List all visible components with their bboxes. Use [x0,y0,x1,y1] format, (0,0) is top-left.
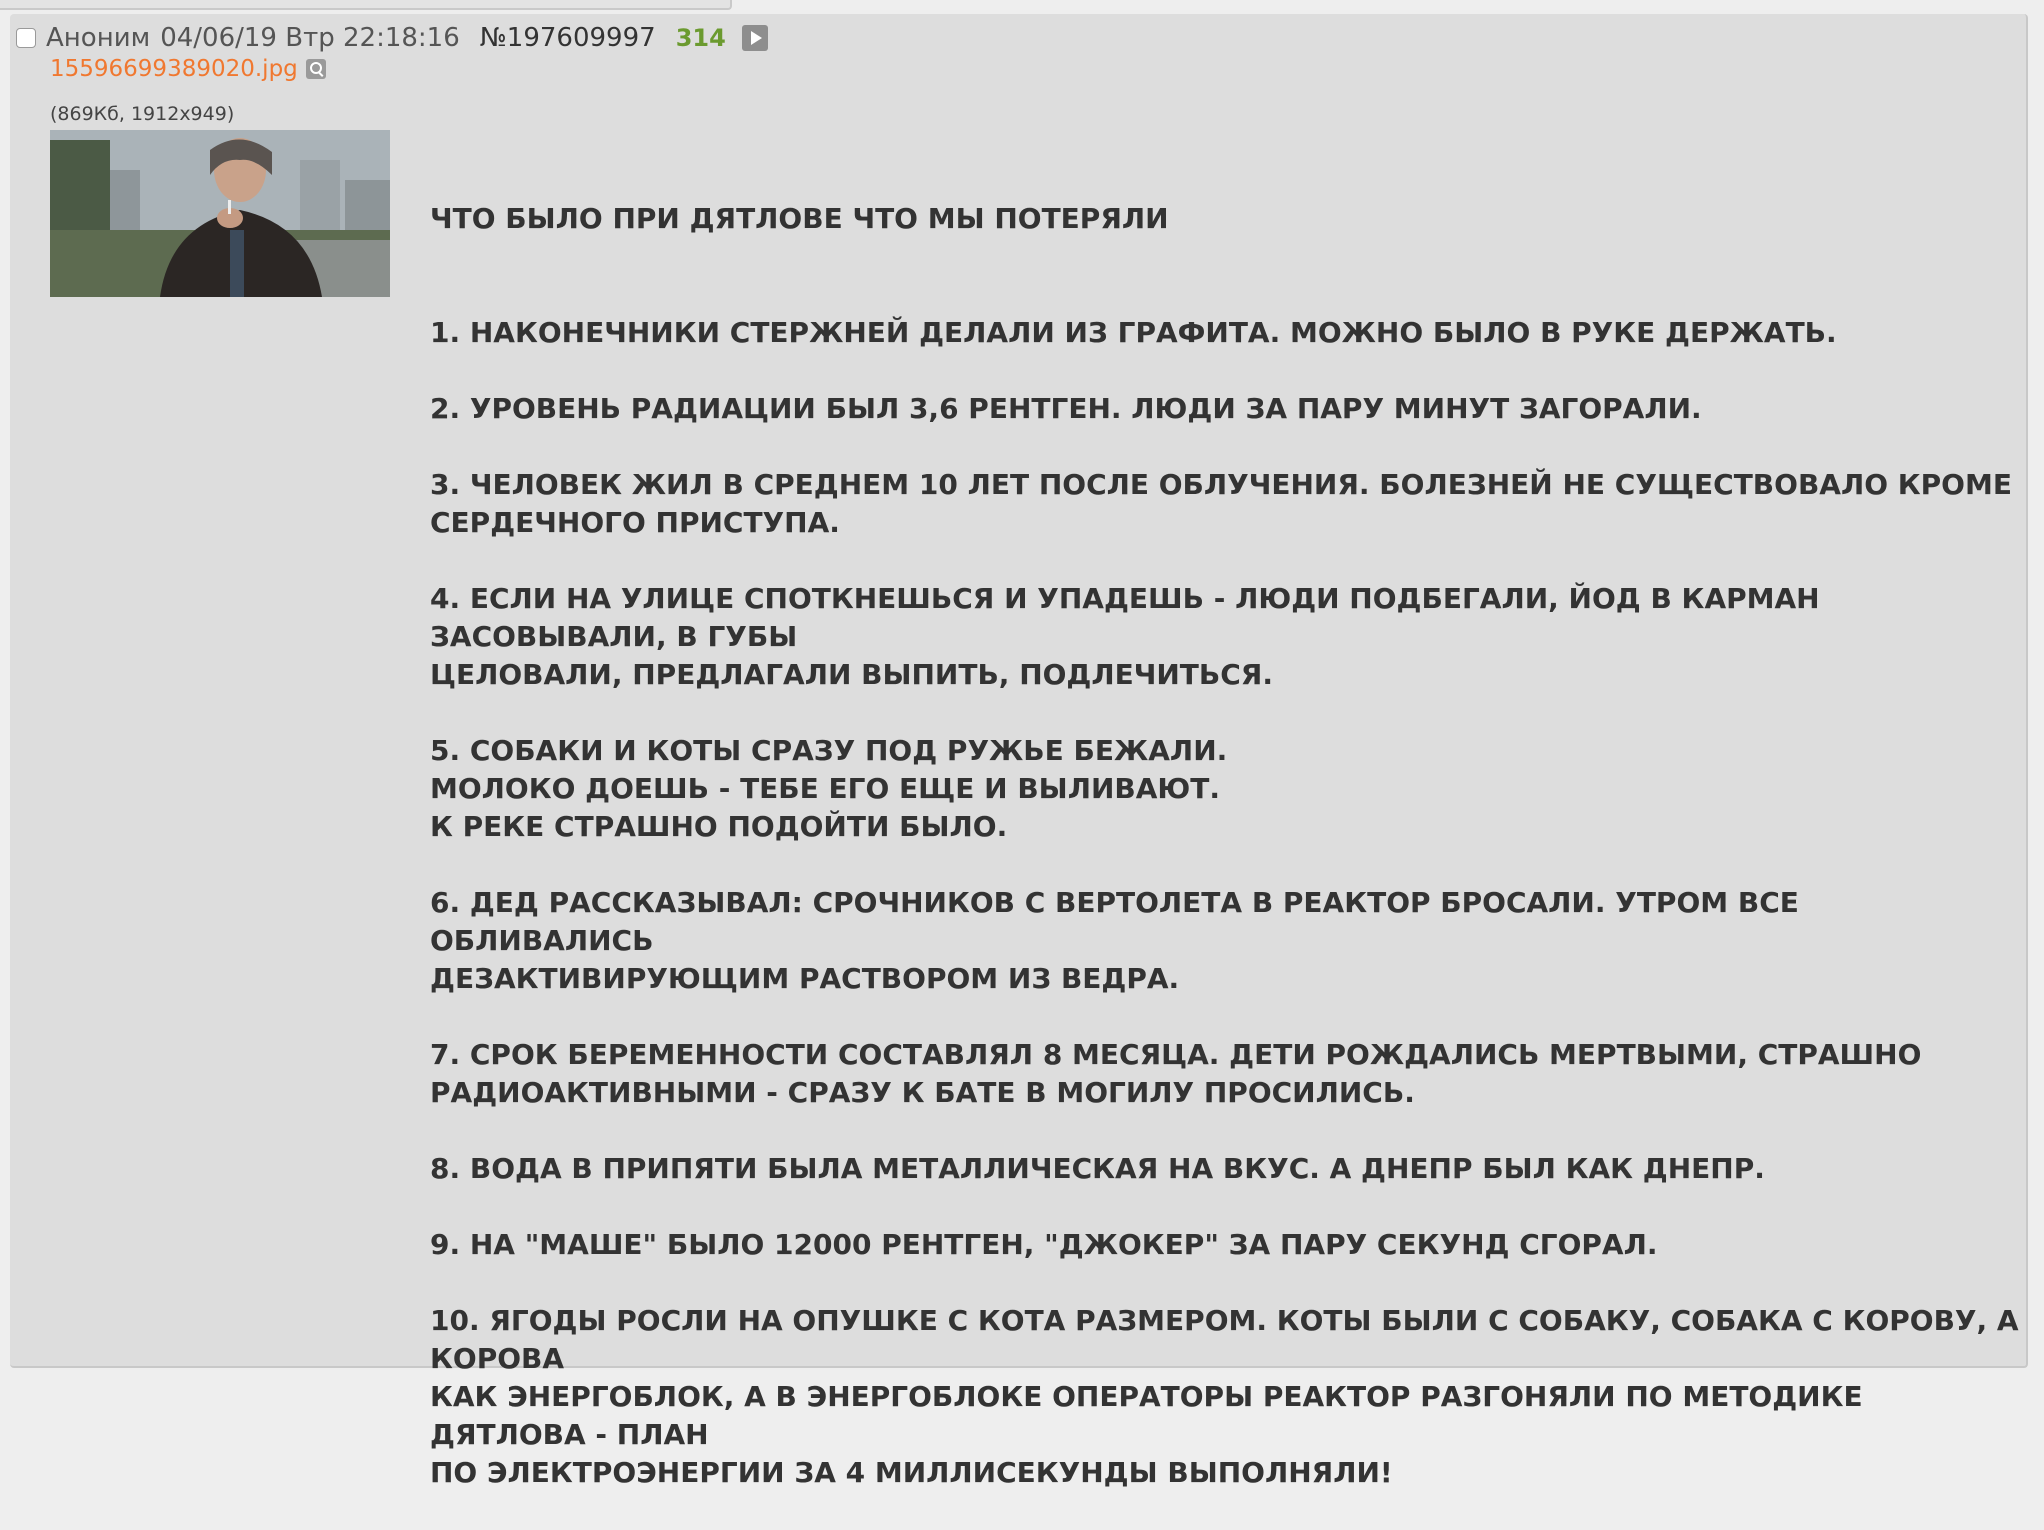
post-item [430,1036,2020,1112]
post-item-line: МОЛОКО ДОЕШЬ - ТЕБЕ ЕГО ЕЩЕ И ВЫЛИВАЮТ. [430,772,1221,805]
post-item [430,1302,2020,1492]
post-item [430,1226,2020,1264]
post-item-line: 4. ЕСЛИ НА УЛИЦЕ СПОТКНЕШЬСЯ И УПАДЕШЬ - ЛЮДИ ПОДБЕГАЛИ, ЙОД В КАРМАН ЗАСОВЫВАЛИ, В ГУБЫ [430,582,1820,653]
post-item [430,390,2020,428]
post-body [430,200,2020,1530]
post-item-line: 8. ВОДА В ПРИПЯТИ БЫЛА МЕТАЛЛИЧЕСКАЯ НА ВКУС. А ДНЕПР БЫЛ КАК ДНЕПР. [430,1152,1765,1185]
post-items [430,314,2020,1492]
post [10,14,2028,1489]
play-icon[interactable] [742,25,768,51]
post-header [16,18,768,58]
post-item-line: РАДИОАКТИВНЫМИ - СРАЗУ К БАТЕ В МОГИЛУ ПРОСИЛИСЬ. [430,1076,1415,1109]
post-select-checkbox[interactable] [16,28,36,48]
post-item-line: 9. НА "МАШЕ" БЫЛО 12000 РЕНТГЕН, "ДЖОКЕР" ЗА ПАРУ СЕКУНД СГОРАЛ. [430,1228,1658,1261]
post-intro: ЧТО БЫЛО ПРИ ДЯТЛОВЕ ЧТО МЫ ПОТЕРЯЛИ [430,202,1169,235]
post-item-line: 3. ЧЕЛОВЕК ЖИЛ В СРЕДНЕМ 10 ЛЕТ ПОСЛЕ ОБЛУЧЕНИЯ. БОЛЕЗНЕЙ НЕ СУЩЕСТВОВАЛО КРОМЕ [430,468,2012,501]
post-item-line: К РЕКЕ СТРАШНО ПОДОЙТИ БЫЛО. [430,810,1008,843]
post-item [430,466,2020,542]
post-item-line: 2. УРОВЕНЬ РАДИАЦИИ БЫЛ 3,6 РЕНТГЕН. ЛЮДИ ЗА ПАРУ МИНУТ ЗАГОРАЛИ. [430,392,1702,425]
post-item-line: ДЕЗАКТИВИРУЮЩИМ РАСТВОРОМ ИЗ ВЕДРА. [430,962,1180,995]
post-item-line: 7. СРОК БЕРЕМЕННОСТИ СОСТАВЛЯЛ 8 МЕСЯЦА. ДЕТИ РОЖДАЛИСЬ МЕРТВЫМИ, СТРАШНО [430,1038,1922,1071]
previous-post-edge [0,0,732,10]
post-date: 04/06/19 Втр 22:18:16 [160,23,460,53]
file-meta: (869Кб, 1912x949) [50,103,235,125]
post-item-line: СЕРДЕЧНОГО ПРИСТУПА. [430,506,840,539]
post-item [430,580,2020,694]
post-item-line: ПО ЭЛЕКТРОЭНЕРГИИ ЗА 4 МИЛЛИСЕКУНДЫ ВЫПОЛНЯЛИ! [430,1456,1393,1489]
post-item [430,1150,2020,1188]
file-info [50,56,326,82]
post-image-thumbnail[interactable] [50,130,390,297]
post-item-line: 10. ЯГОДЫ РОСЛИ НА ОПУШКЕ С КОТА РАЗМЕРОМ. КОТЫ БЫЛИ С СОБАКУ, СОБАКА С КОРОВУ, А КОРОВА [430,1304,2019,1375]
post-number-link[interactable]: №197609997 [479,23,656,53]
post-item [430,884,2020,998]
file-name-link[interactable]: 15596699389020.jpg [50,56,298,82]
image-search-icon[interactable] [306,59,326,79]
post-item-line: ЦЕЛОВАЛИ, ПРЕДЛАГАЛИ ВЫПИТЬ, ПОДЛЕЧИТЬСЯ. [430,658,1273,691]
post-item [430,732,2020,846]
post-author: Аноним [46,23,151,53]
post-item-line: 6. ДЕД РАССКАЗЫВАЛ: СРОЧНИКОВ С ВЕРТОЛЕТА В РЕАКТОР БРОСАЛИ. УТРОМ ВСЕ ОБЛИВАЛИСЬ [430,886,1799,957]
post-item-line: 1. НАКОНЕЧНИКИ СТЕРЖНЕЙ ДЕЛАЛИ ИЗ ГРАФИТА. МОЖНО БЫЛО В РУКЕ ДЕРЖАТЬ. [430,316,1837,349]
post-item-line: КАК ЭНЕРГОБЛОК, А В ЭНЕРГОБЛОКЕ ОПЕРАТОРЫ РЕАКТОР РАЗГОНЯЛИ ПО МЕТОДИКЕ ДЯТЛОВА - ПЛАН [430,1380,1863,1451]
post-item-line: 5. СОБАКИ И КОТЫ СРАЗУ ПОД РУЖЬЕ БЕЖАЛИ. [430,734,1228,767]
post-reply-count[interactable]: 314 [675,24,726,52]
post-item [430,314,2020,352]
